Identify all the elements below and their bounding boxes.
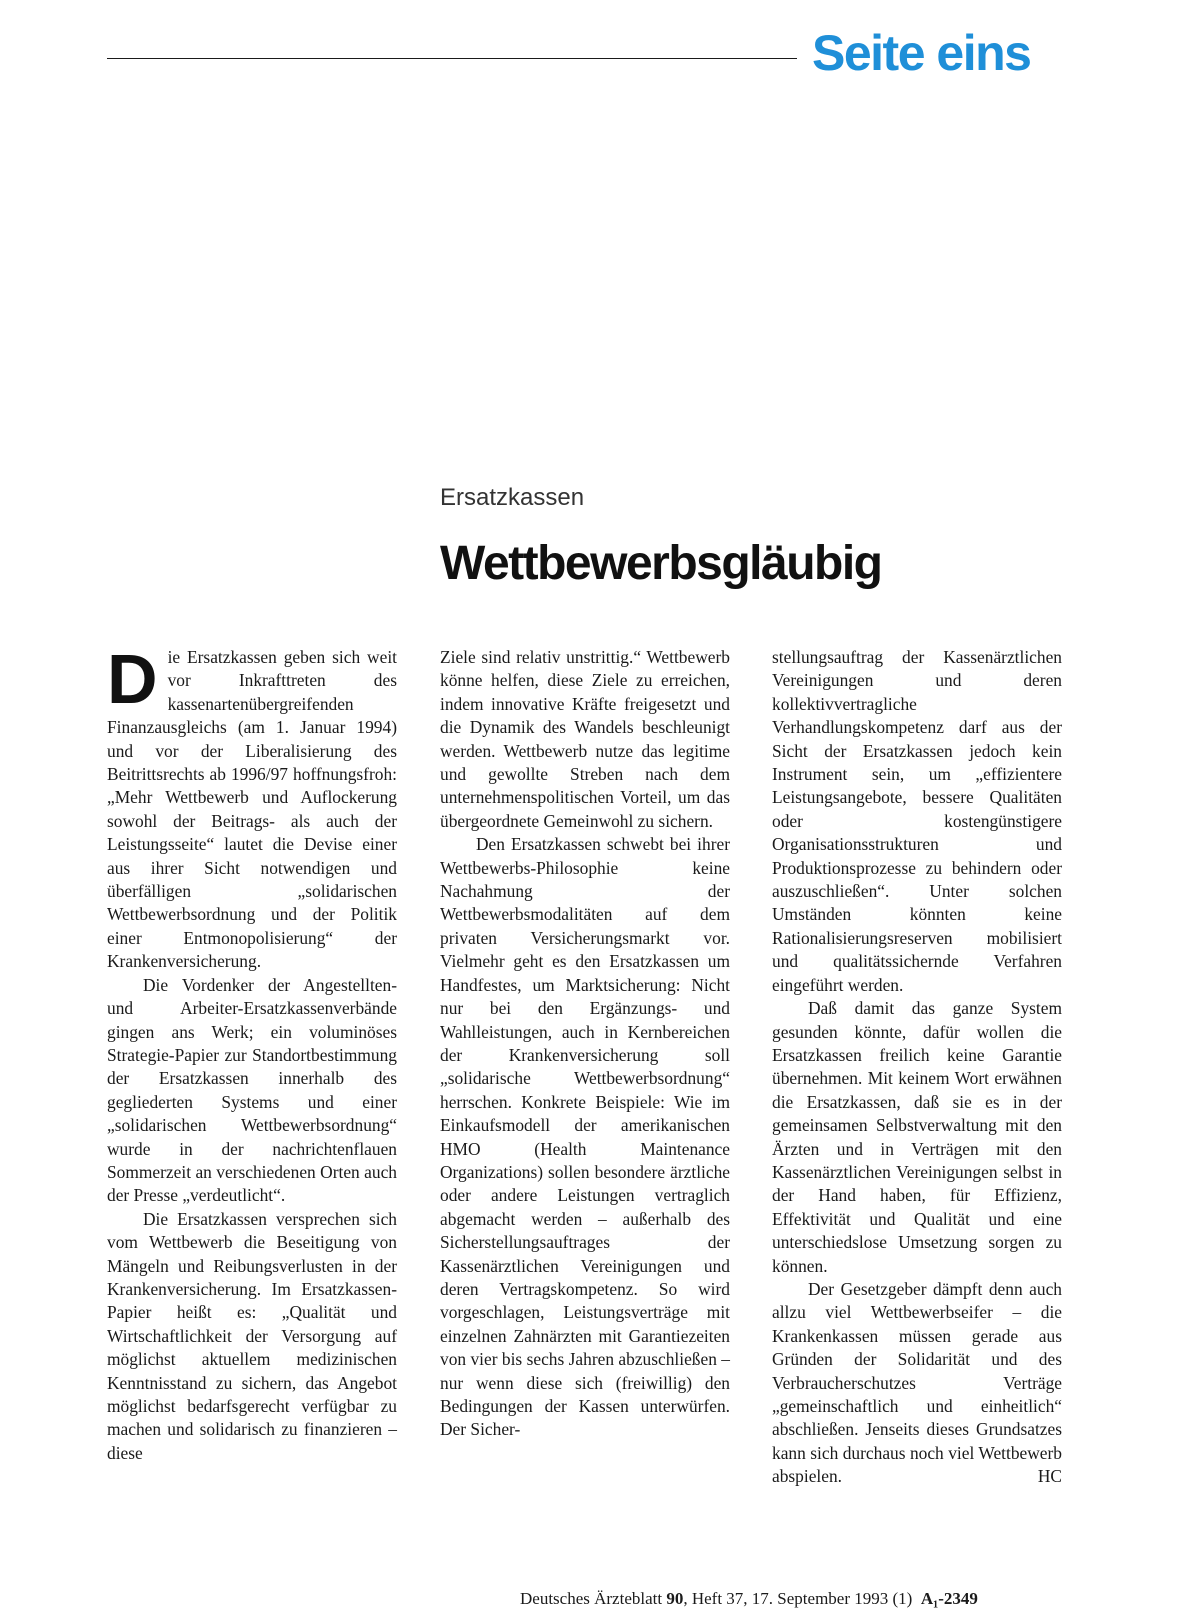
paragraph: Ziele sind relativ unstrittig.“ Wettbewerb könne helfen, diese Ziele zu erreichen, indem innovative Kräfte freigesetzt und die Dynamik des Wandels beschleunigt werden. Wettbewerb nutze das legitime und gewollte Streben nach dem unternehmenspolitischen Vorteil, um das übergeordnete Gemeinwohl zu sichern. bbox=[440, 647, 730, 831]
text-column-1 bbox=[107, 640, 397, 1465]
page-number: A₁-2349 bbox=[920, 1589, 978, 1608]
paragraph bbox=[107, 640, 397, 974]
paragraph-text: ie Ersatzkassen geben sich weit vor Inkrafttreten des kassenartenübergreifenden Finanzausgleichs (am 1. Januar 1994) und vor der Liberalisierung des Beitrittsrechts ab 1996/97 hoffnungsfroh: „Mehr Wettbewerb und Auflockerung sowohl der Beitrags- als auch der Leistungsseite“ lautet die Devise einer aus ihrer Sicht notwendigen und überfälligen „solidarischen Wettbewerbsordnung und der Politik einer Entmonopolisierung“ der Krankenversicherung. bbox=[107, 647, 397, 972]
article-headline: Wettbewerbsgläubig bbox=[440, 537, 882, 590]
paragraph: Die Vordenker der Angestellten- und Arbeiter-Ersatzkassenverbände gingen ans Werk; ein voluminöses Strategie-Papier zur Standortbestimmung der Ersatzkassen innerhalb des gegliederten Systems und einer „solidarischen Wettbewerbsordnung“ wurde in der nachrichtenflauen Sommerzeit an verschiedenen Orten auch der Presse „verdeutlicht“. bbox=[107, 974, 397, 1206]
issue-date: , Heft 37, 17. September 1993 (1) bbox=[683, 1589, 913, 1608]
author-signature: HC bbox=[1037, 1466, 1062, 1487]
page-footer bbox=[520, 1590, 1080, 1607]
volume-number: 90 bbox=[666, 1589, 684, 1608]
header-rule bbox=[107, 58, 797, 59]
paragraph: Die Ersatzkassen versprechen sich vom Wettbewerb die Beseitigung von Mängeln und Reibungsverlusten in der Krankenversicherung. Im Ersatzkassen-Papier heißt es: „Qualität und Wirtschaftlichkeit der Versorgung auf möglichst aktuellem medizinischen Kenntnisstand zu sichern, das Angebot möglichst bedarfsgerecht verfügbar zu machen und solidarisch zu finanzieren – diese bbox=[107, 1208, 397, 1463]
drop-cap: D bbox=[107, 640, 158, 718]
article-kicker: Ersatzkassen bbox=[440, 484, 585, 511]
paragraph: stellungsauftrag der Kassenärztlichen Vereinigungen und deren kollektivvertragliche Verhandlungskompetenz darf aus der Sicht der Ersatzkassen jedoch kein Instrument sein, um „effizientere Leistungsangebote, bessere Qualitäten oder kostengünstigere Organisationsstrukturen und Produktionsprozesse zu behindern oder auszuschließen“. Unter solchen Umständen könnten keine Rationalisierungsreserven mobilisiert und qualitätssichernde Verfahren eingeführt werden. bbox=[772, 647, 1062, 995]
paragraph: Den Ersatzkassen schwebt bei ihrer Wettbewerbs-Philosophie keine Nachahmung der Wettbewerbsmodalitäten auf dem privaten Versicherungsmarkt vor. Vielmehr geht es den Ersatzkassen um Handfestes, um Marktsicherung: Nicht nur bei den Ergänzungs- und Wahlleistungen, auch in Kernbereichen der Krankenversicherung soll „solidarische Wettbewerbsordnung“ herrschen. Konkrete Beispiele: Wie im Einkaufsmodell der amerikanischen HMO (Health Maintenance Organizations) sollen besondere ärztliche oder andere Leistungen vertraglich abgemacht werden – außerhalb des Sicherstellungsauftrages der Kassenärztlichen Vereinigungen und deren Vertragskompetenz. So wird vorgeschlagen, Leistungsverträge mit einzelnen Zahnärzten mit Garantiezeiten von vier bis sechs Jahren abzuschließen – nur wenn diese sich (freiwillig) den Bedingungen der Kassen unterwürfen. Der Sicher- bbox=[440, 834, 730, 1440]
paragraph bbox=[772, 1278, 1062, 1489]
text-column-3 bbox=[772, 646, 1062, 1489]
text-column-2 bbox=[440, 646, 730, 1442]
paragraph-text: Der Gesetzgeber dämpft denn auch allzu viel Wettbewerbseifer – die Krankenkassen müssen gerade aus Gründen der Solidarität und des Verbraucherschutzes Verträge „gemeinschaftlich und einheitlich“ abschließen. Jenseits dieses Grundsatzes kann sich durchaus noch viel Wettbewerb abspielen. bbox=[772, 1278, 1062, 1487]
paragraph: Daß damit das ganze System gesunden könnte, dafür wollen die Ersatzkassen freilich keine Garantie übernehmen. Mit keinem Wort erwähnen die Ersatzkassen, daß sie es in der gemeinsamen Selbstverwaltung mit den Ärzten und in Verträgen mit den Kassenärztlichen Vereinigungen selbst in der Hand haben, für Effizienz, Effektivität und Qualität und eine unterschiedslose Umsetzung sorgen zu können. bbox=[772, 998, 1062, 1276]
journal-name: Deutsches Ärzteblatt bbox=[520, 1589, 663, 1608]
section-label: Seite eins bbox=[812, 25, 1031, 81]
